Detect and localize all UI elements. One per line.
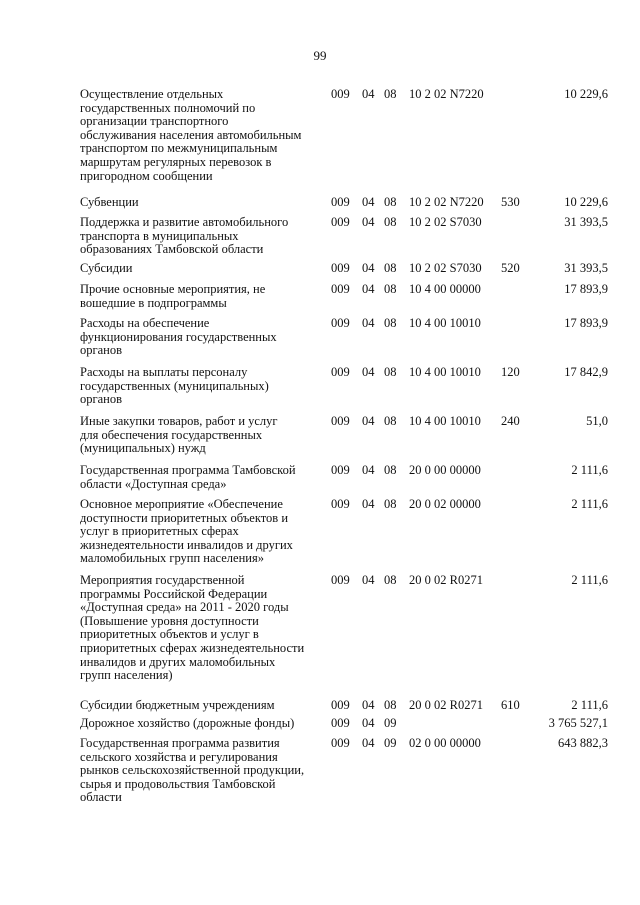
- expense-type-code: 530: [501, 195, 520, 209]
- ministry-code: 009: [331, 573, 350, 587]
- target-article-code: 20 0 02 R0271: [409, 573, 483, 587]
- amount: 17 893,9: [564, 282, 608, 296]
- amount: 2 111,6: [571, 463, 608, 477]
- row-name: Субвенции: [80, 195, 139, 209]
- row-name: Мероприятия государственной программы Российской Федерации «Доступная среда» на 2011 - 2020 годы (Повышение уровня доступности приоритетных объектов и услуг в приоритетных сферах жизнедеятельности инвалидов и других маломобильных групп населения): [80, 573, 305, 683]
- page-number: 99: [313, 48, 327, 63]
- ministry-code: 009: [331, 282, 350, 296]
- subsection-code: 08: [384, 463, 397, 477]
- ministry-code: 009: [331, 716, 350, 730]
- section-code: 04: [362, 497, 375, 511]
- section-code: 04: [362, 736, 375, 750]
- subsection-code: 08: [384, 573, 397, 587]
- target-article-code: 10 2 02 N7220: [409, 87, 484, 101]
- target-article-code: 20 0 00 00000: [409, 463, 481, 477]
- amount: 31 393,5: [564, 261, 608, 275]
- target-article-code: 10 2 02 N7220: [409, 195, 484, 209]
- section-code: 04: [362, 316, 375, 330]
- subsection-code: 08: [384, 282, 397, 296]
- section-code: 04: [362, 463, 375, 477]
- target-article-code: 10 4 00 10010: [409, 316, 481, 330]
- ministry-code: 009: [331, 215, 350, 229]
- ministry-code: 009: [331, 87, 350, 101]
- section-code: 04: [362, 282, 375, 296]
- amount: 2 111,6: [571, 573, 608, 587]
- section-code: 04: [362, 365, 375, 379]
- ministry-code: 009: [331, 463, 350, 477]
- subsection-code: 08: [384, 195, 397, 209]
- section-code: 04: [362, 215, 375, 229]
- target-article-code: 02 0 00 00000: [409, 736, 481, 750]
- subsection-code: 08: [384, 261, 397, 275]
- row-name: Поддержка и развитие автомобильного транспорта в муниципальных образованиях Тамбовской области: [80, 215, 289, 257]
- ministry-code: 009: [331, 365, 350, 379]
- section-code: 04: [362, 698, 375, 712]
- amount: 643 882,3: [558, 736, 608, 750]
- ministry-code: 009: [331, 316, 350, 330]
- amount: 51,0: [586, 414, 608, 428]
- amount: 17 893,9: [564, 316, 608, 330]
- ministry-code: 009: [331, 698, 350, 712]
- subsection-code: 08: [384, 365, 397, 379]
- section-code: 04: [362, 573, 375, 587]
- subsection-code: 08: [384, 414, 397, 428]
- expense-type-code: 520: [501, 261, 520, 275]
- amount: 3 765 527,1: [548, 716, 608, 730]
- row-name: Государственная программа Тамбовской области «Доступная среда»: [80, 463, 296, 491]
- section-code: 04: [362, 716, 375, 730]
- ministry-code: 009: [331, 195, 350, 209]
- row-name: Расходы на обеспечение функционирования государственных органов: [80, 316, 277, 358]
- target-article-code: 20 0 02 00000: [409, 497, 481, 511]
- target-article-code: 10 2 02 S7030: [409, 215, 482, 229]
- section-code: 04: [362, 87, 375, 101]
- amount: 17 842,9: [564, 365, 608, 379]
- target-article-code: 10 2 02 S7030: [409, 261, 482, 275]
- expense-type-code: 120: [501, 365, 520, 379]
- subsection-code: 08: [384, 316, 397, 330]
- ministry-code: 009: [331, 736, 350, 750]
- expense-type-code: 240: [501, 414, 520, 428]
- amount: 10 229,6: [564, 195, 608, 209]
- row-name: Расходы на выплаты персоналу государственных (муниципальных) органов: [80, 365, 269, 407]
- ministry-code: 009: [331, 414, 350, 428]
- section-code: 04: [362, 195, 375, 209]
- subsection-code: 09: [384, 736, 397, 750]
- amount: 31 393,5: [564, 215, 608, 229]
- row-name: Основное мероприятие «Обеспечение доступности приоритетных объектов и услуг в приоритетных сферах жизнедеятельности инвалидов и других маломобильных групп населения»: [80, 497, 293, 566]
- target-article-code: 20 0 02 R0271: [409, 698, 483, 712]
- expense-type-code: 610: [501, 698, 520, 712]
- subsection-code: 09: [384, 716, 397, 730]
- subsection-code: 08: [384, 87, 397, 101]
- section-code: 04: [362, 261, 375, 275]
- row-name: Государственная программа развития сельского хозяйства и регулирования рынков сельскохозяйственной продукции, сырья и продовольствия Тамбовской области: [80, 736, 305, 805]
- subsection-code: 08: [384, 215, 397, 229]
- section-code: 04: [362, 414, 375, 428]
- target-article-code: 10 4 00 10010: [409, 414, 481, 428]
- amount: 2 111,6: [571, 497, 608, 511]
- row-name: Прочие основные мероприятия, не вошедшие в подпрограммы: [80, 282, 266, 310]
- row-name: Осуществление отдельных государственных полномочий по организации транспортного обслуживания населения автомобильным транспортом по межмуниципальным маршрутам регулярных перевозок в пригородном сообщении: [80, 87, 302, 183]
- subsection-code: 08: [384, 698, 397, 712]
- row-name: Субсидии: [80, 261, 133, 275]
- amount: 2 111,6: [571, 698, 608, 712]
- row-name: Дорожное хозяйство (дорожные фонды): [80, 716, 295, 730]
- target-article-code: 10 4 00 00000: [409, 282, 481, 296]
- row-name: Субсидии бюджетным учреждениям: [80, 698, 275, 712]
- target-article-code: 10 4 00 10010: [409, 365, 481, 379]
- amount: 10 229,6: [564, 87, 608, 101]
- ministry-code: 009: [331, 497, 350, 511]
- ministry-code: 009: [331, 261, 350, 275]
- row-name: Иные закупки товаров, работ и услуг для обеспечения государственных (муниципальных) нужд: [80, 414, 278, 456]
- subsection-code: 08: [384, 497, 397, 511]
